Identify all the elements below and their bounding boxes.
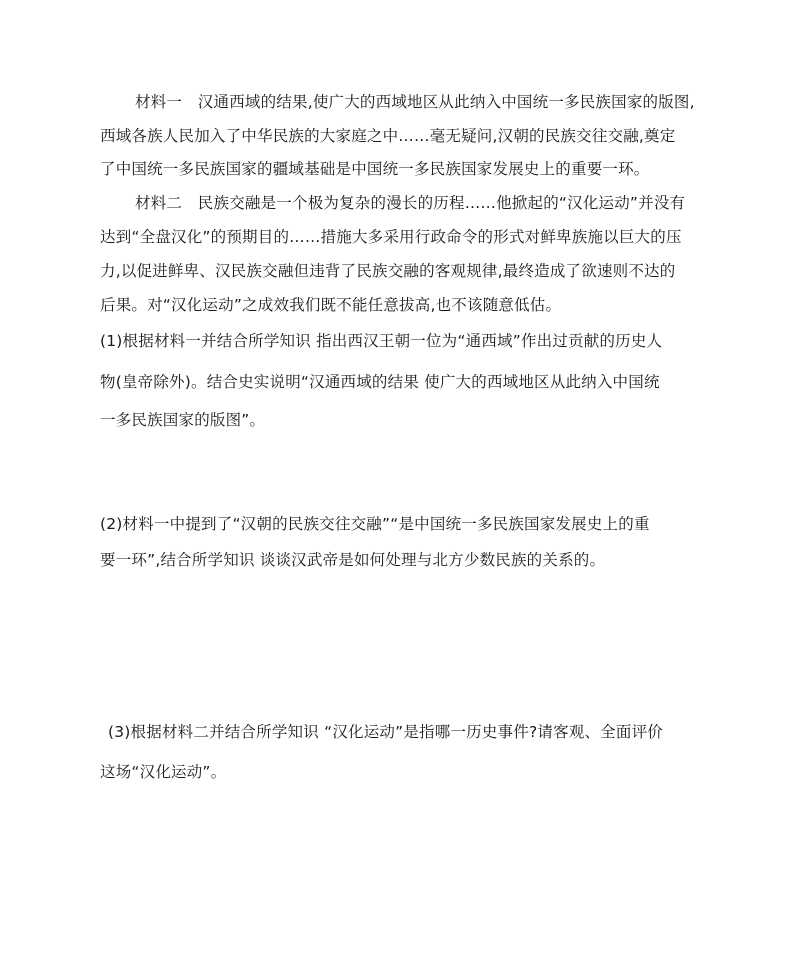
question-two-line-1: (2)材料一中提到了“汉朝的民族交往交融”“是中国统一多民族国家发展史上的重 — [100, 515, 650, 533]
material-one-line-1: 材料一 汉通西域的结果,使广大的西域地区从此纳入中国统一多民族国家的版图, — [135, 93, 695, 111]
question-two-line-2: 要一环”,结合所学知识 谈谈汉武帝是如何处理与北方少数民族的关系的。 — [100, 551, 606, 569]
question-one-line-3: 一多民族国家的版图”。 — [100, 411, 266, 429]
material-two-line-1: 材料二 民族交融是一个极为复杂的漫长的历程……他掀起的“汉化运动”并没有 — [135, 194, 686, 212]
material-one-line-3: 了中国统一多民族国家的疆域基础是中国统一多民族国家发展史上的重要一环。 — [100, 160, 650, 178]
question-three-line-1: (3)根据材料二并结合所学知识 “汉化运动”是指哪一历史事件?请客观、全面评价 — [108, 723, 663, 741]
material-two-line-2: 达到“全盘汉化”的预期目的……措施大多采用行政命令的形式对鲜卑族施以巨大的压 — [100, 228, 682, 246]
material-two-line-4: 后果。对“汉化运动”之成效我们既不能任意拔高,也不该随意低估。 — [100, 296, 562, 314]
question-one-line-1: (1)根据材料一并结合所学知识 指出西汉王朝一位为“通西域”作出过贡献的历史人 — [100, 332, 663, 350]
material-two-line-3: 力,以促进鲜卑、汉民族交融但违背了民族交融的客观规律,最终造成了欲速则不达的 — [100, 262, 676, 280]
question-three-line-2: 这场“汉化运动”。 — [100, 763, 227, 781]
question-one-line-2: 物(皇帝除外)。结合史实说明“汉通西域的结果 使广大的西域地区从此纳入中国统 — [100, 373, 660, 391]
material-one-line-2: 西域各族人民加入了中华民族的大家庭之中……毫无疑问,汉朝的民族交往交融,奠定 — [100, 127, 676, 145]
